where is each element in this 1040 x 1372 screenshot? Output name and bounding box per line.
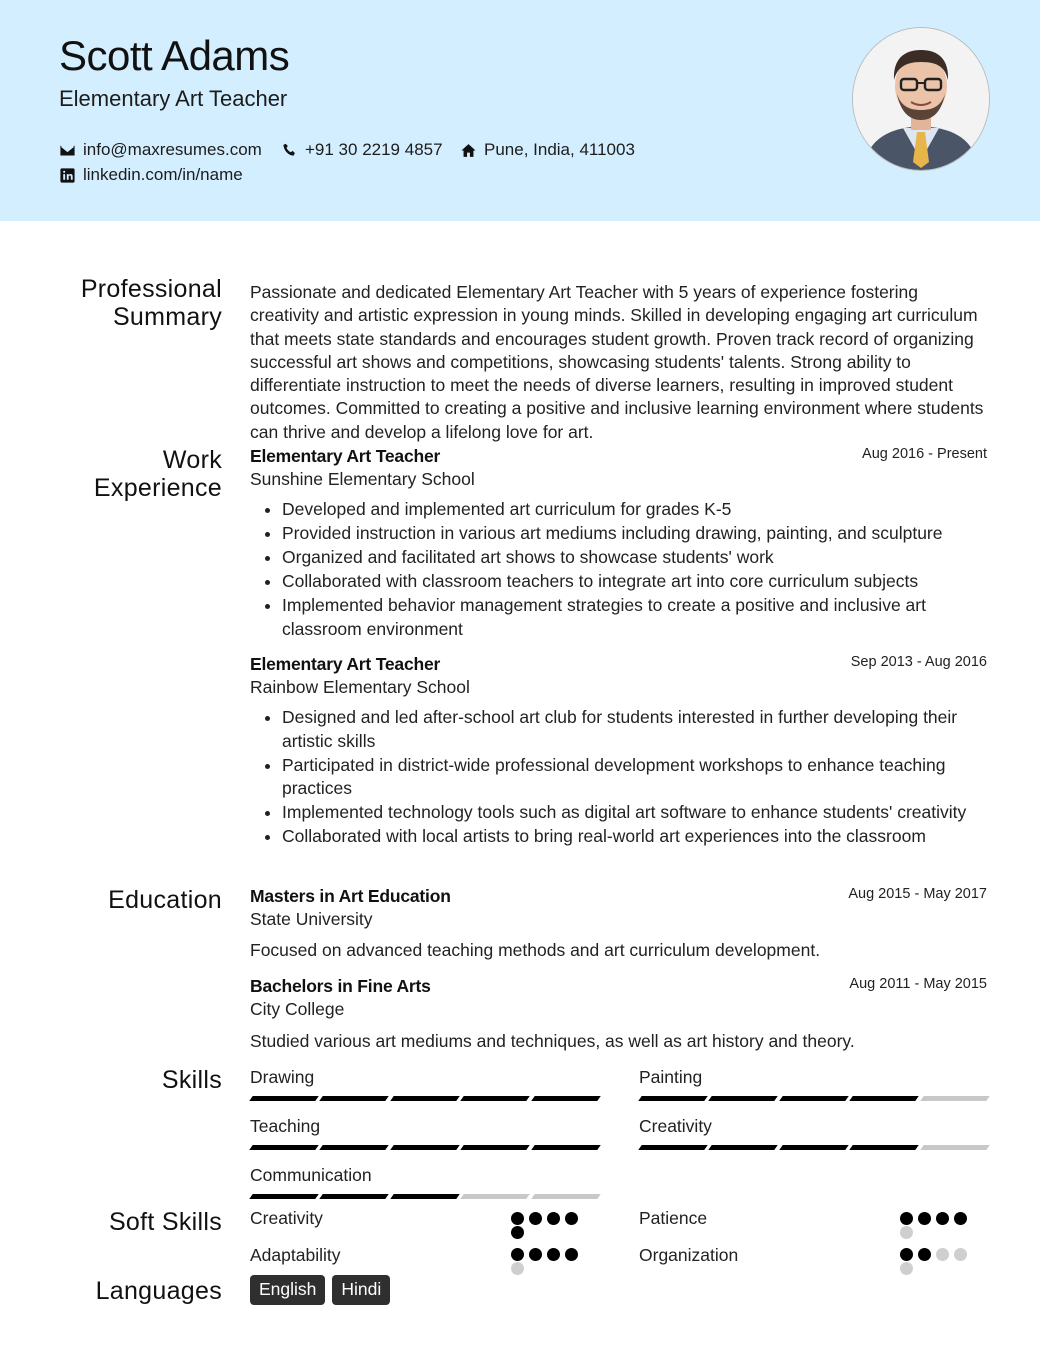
home-icon [460, 142, 477, 159]
skill-meter-segment [249, 1145, 319, 1150]
rating-dot [511, 1212, 524, 1225]
skill-meter-segment [460, 1194, 530, 1199]
section-heading-summary: Professional Summary [80, 275, 222, 331]
soft-skill-label: Creativity [250, 1208, 323, 1228]
rating-dot [900, 1212, 913, 1225]
skill-meter-segment [709, 1096, 779, 1101]
skill-meter [640, 1096, 988, 1101]
skill-meter [640, 1145, 988, 1150]
rating-dot [529, 1248, 542, 1261]
soft-skill-label: Adaptability [250, 1245, 341, 1265]
rating-dot [954, 1248, 967, 1261]
contact-phone[interactable] [281, 140, 443, 160]
language-badge: English [250, 1275, 325, 1305]
skill-meter-segment [390, 1194, 460, 1199]
skill-meter-segment [390, 1145, 460, 1150]
job-employer: Sunshine Elementary School [250, 469, 475, 489]
rating-dot [900, 1248, 913, 1261]
skill-meter-segment [531, 1194, 601, 1199]
rating-dot [936, 1248, 949, 1261]
job-title: Elementary Art Teacher [250, 654, 441, 674]
skill-label: Communication [250, 1165, 372, 1185]
skill-meter-segment [460, 1145, 530, 1150]
skill-meter-segment [779, 1096, 849, 1101]
portrait-image [853, 28, 989, 170]
soft-skill-rating [511, 1248, 585, 1275]
section-heading-work: Work Experience [93, 446, 222, 502]
job-date: Aug 2016 - Present [862, 446, 987, 462]
skill-label: Drawing [250, 1067, 315, 1087]
rating-dot [918, 1212, 931, 1225]
list-item: • Collaborated with classroom teachers to integrate art into core curriculum subjects [282, 570, 990, 594]
job-title: Elementary Art Teacher [250, 446, 441, 466]
skill-meter [251, 1194, 599, 1199]
location-text: Pune, India, 411003 [484, 140, 635, 159]
phone-text: +91 30 2219 4857 [305, 140, 443, 159]
skill-label: Teaching [250, 1116, 321, 1136]
degree-description: Studied various art mediums and techniques, as well as art history and theory. [250, 1031, 855, 1051]
skill-meter-segment [709, 1145, 779, 1150]
skill-meter [251, 1096, 599, 1101]
candidate-name: Scott Adams [59, 32, 290, 79]
envelope-icon [59, 142, 76, 159]
rating-dot [900, 1226, 913, 1239]
rating-dot [511, 1248, 524, 1261]
contact-email[interactable] [59, 140, 262, 160]
phone-icon [281, 142, 298, 159]
skill-meter-segment [320, 1145, 390, 1150]
rating-dot [918, 1248, 931, 1261]
degree-title: Bachelors in Fine Arts [250, 976, 431, 996]
language-badge: Hindi [332, 1275, 390, 1305]
degree-date: Aug 2011 - May 2015 [849, 976, 987, 992]
job-bullets [250, 498, 990, 642]
language-list [250, 1275, 397, 1305]
rating-dot [900, 1262, 913, 1275]
degree-title: Masters in Art Education [250, 886, 451, 906]
soft-skill-label: Organization [639, 1245, 739, 1265]
job-employer: Rainbow Elementary School [250, 677, 470, 697]
list-item: • Implemented behavior management strategies to create a positive and inclusive art classroom environment [282, 594, 990, 641]
degree-school: State University [250, 909, 373, 929]
rating-dot [565, 1212, 578, 1225]
summary-text: Passionate and dedicated Elementary Art Teacher with 5 years of experience fostering creativity and artistic expression in young minds. Skilled in developing engaging art curriculum that meets state standards and encourages student growth. Proven track record of organizing successful art shows and competitions, showcasing students' talents. Strong ability to differentiate instruction to meet the needs of diverse learners, resulting in improved student outcomes. Committed to creating a positive and inclusive learning environment where students can thrive and develop a lifelong love for art. [250, 282, 984, 442]
skill-meter-segment [920, 1145, 990, 1150]
skill-meter-segment [390, 1096, 460, 1101]
header-banner [0, 0, 1040, 221]
skill-meter-segment [249, 1194, 319, 1199]
rating-dot [565, 1248, 578, 1261]
section-heading-skills: Skills [161, 1066, 222, 1094]
section-heading-languages: Languages [95, 1277, 222, 1305]
contact-location [460, 140, 635, 160]
skill-meter-segment [638, 1145, 708, 1150]
job-bullets [250, 706, 990, 849]
skill-meter-segment [849, 1096, 919, 1101]
list-item: • Implemented technology tools such as digital art software to enhance students' creativity [282, 801, 990, 825]
skill-meter-segment [531, 1096, 601, 1101]
list-item: • Collaborated with local artists to bring real-world art experiences into the classroom [282, 825, 990, 849]
profile-photo [852, 27, 990, 171]
section-heading-education: Education [108, 886, 222, 914]
list-item: • Organized and facilitated art shows to showcase students' work [282, 546, 990, 570]
rating-dot [954, 1212, 967, 1225]
rating-dot [511, 1226, 524, 1239]
degree-date: Aug 2015 - May 2017 [848, 886, 987, 902]
list-item: • Participated in district-wide professional development workshops to enhance teaching practices [282, 754, 990, 801]
skill-meter-segment [849, 1145, 919, 1150]
skill-label: Creativity [639, 1116, 712, 1136]
skill-meter-segment [320, 1194, 390, 1199]
skill-label: Painting [639, 1067, 703, 1087]
email-text: info@maxresumes.com [83, 140, 262, 159]
contact-linkedin[interactable] [59, 165, 243, 185]
soft-skill-rating [900, 1248, 974, 1275]
skill-meter-segment [320, 1096, 390, 1101]
rating-dot [547, 1212, 560, 1225]
job-date: Sep 2013 - Aug 2016 [850, 654, 987, 670]
skill-meter-segment [249, 1096, 319, 1101]
candidate-title: Elementary Art Teacher [59, 86, 288, 111]
skill-meter [251, 1145, 599, 1150]
soft-skill-rating [900, 1212, 974, 1239]
list-item: • Developed and implemented art curriculum for grades K-5 [282, 498, 990, 522]
soft-skill-label: Patience [639, 1208, 708, 1228]
skill-meter-segment [920, 1096, 990, 1101]
skill-meter-segment [531, 1145, 601, 1150]
degree-description: Focused on advanced teaching methods and art curriculum development. [250, 940, 821, 960]
list-item: • Designed and led after-school art club for students interested in further developing their artistic skills [282, 706, 990, 753]
skill-meter-segment [779, 1145, 849, 1150]
rating-dot [529, 1212, 542, 1225]
linkedin-text: linkedin.com/in/name [83, 165, 243, 184]
degree-school: City College [250, 999, 345, 1019]
list-item: • Provided instruction in various art mediums including drawing, painting, and sculpture [282, 522, 990, 546]
rating-dot [547, 1248, 560, 1261]
linkedin-icon [59, 167, 76, 184]
soft-skill-rating [511, 1212, 585, 1239]
skill-meter-segment [460, 1096, 530, 1101]
section-heading-soft-skills: Soft Skills [108, 1208, 222, 1236]
skill-meter-segment [638, 1096, 708, 1101]
rating-dot [936, 1212, 949, 1225]
rating-dot [511, 1262, 524, 1275]
